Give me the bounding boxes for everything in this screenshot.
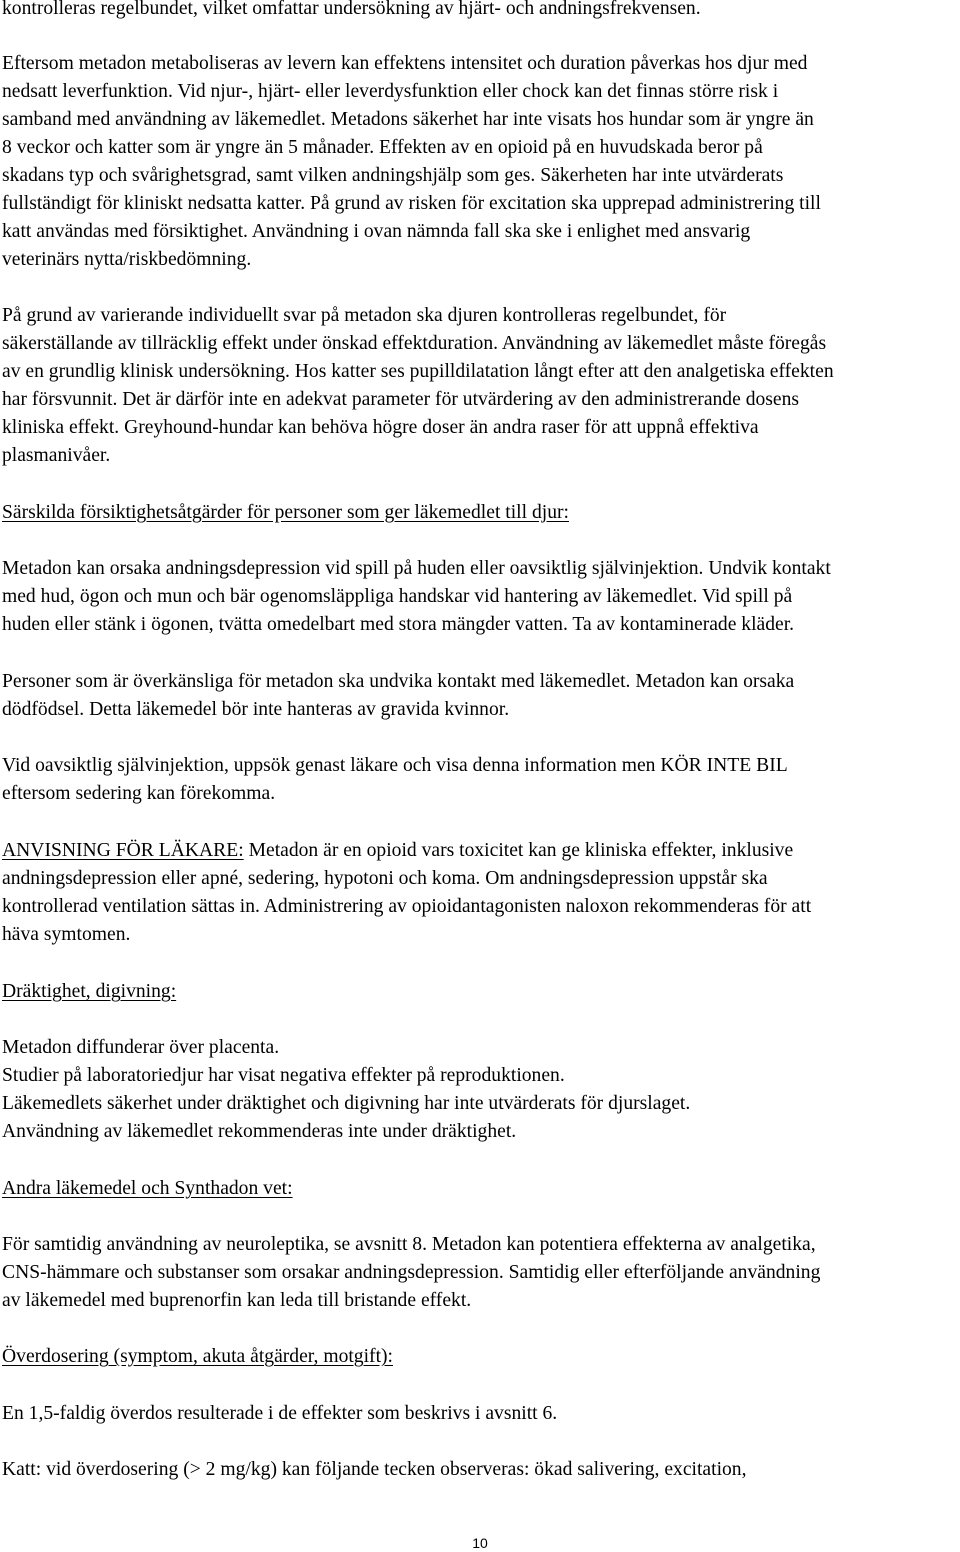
body-text-line: Katt: vid överdosering (> 2 mg/kg) kan följande tecken observeras: ökad salivering, excitation, (2, 1459, 747, 1480)
body-text-line: av läkemedel med buprenorfin kan leda till bristande effekt. (2, 1290, 472, 1311)
body-text-line: av en grundlig klinisk undersökning. Hos katter ses pupilldilatation långt efter att den analgetiska effekten (2, 361, 834, 382)
body-text-line: andningsdepression eller apné, sedering, hypotoni och koma. Om andningsdepression uppstår ska (2, 868, 768, 889)
body-text-line: Användning av läkemedlet rekommenderas inte under dräktighet. (2, 1121, 517, 1142)
body-text-line: dödfödsel. Detta läkemedel bör inte hanteras av gravida kvinnor. (2, 699, 510, 720)
body-text-line: plasmanivåer. (2, 445, 111, 466)
section-heading-pregnancy: Dräktighet, digivning: (2, 981, 177, 1002)
body-text-line: katt användas med försiktighet. Användning i ovan nämnda fall ska ske i enlighet med ansvarig (2, 221, 751, 242)
body-text-line: Studier på laboratoriedjur har visat negativa effekter på reproduktionen. (2, 1065, 565, 1086)
body-text-line: har försvunnit. Det är därför inte en adekvat parameter för utvärdering av den administrerande dosens (2, 389, 800, 410)
body-text-line: 8 veckor och katter som är yngre än 5 månader. Effekten av en opioid på en huvudskada beror på (2, 137, 763, 158)
body-text-line: Läkemedlets säkerhet under dräktighet och digivning har inte utvärderats för djurslaget. (2, 1093, 691, 1114)
body-text-line: För samtidig användning av neuroleptika, se avsnitt 8. Metadon kan potentiera effekterna av analgetika, (2, 1234, 816, 1255)
section-heading-user-precautions: Särskilda försiktighetsåtgärder för personer som ger läkemedlet till djur: (2, 502, 569, 523)
body-text-line: samband med användning av läkemedlet. Metadons säkerhet har inte visats hos hundar som är yngre än (2, 109, 814, 130)
body-text-line: Eftersom metadon metaboliseras av levern kan effektens intensitet och duration påverkas hos djur med (2, 53, 808, 74)
body-text-line: fullständigt för kliniskt nedsatta katter. På grund av risken för excitation ska upprepad administrering till (2, 193, 821, 214)
body-text-line: Vid oavsiktlig självinjektion, uppsök genast läkare och visa denna information men KÖR INTE BIL (2, 755, 788, 776)
body-text-line: veterinärs nytta/riskbedömning. (2, 249, 252, 270)
body-text-line: häva symtomen. (2, 924, 131, 945)
physician-advice-heading: ANVISNING FÖR LÄKARE: (2, 840, 244, 861)
body-text-line: En 1,5-faldig överdos resulterade i de effekter som beskrivs i avsnitt 6. (2, 1403, 558, 1424)
page-number: 10 (472, 1535, 488, 1551)
body-text-line: nedsatt leverfunktion. Vid njur-, hjärt- eller leverdysfunktion eller chock kan det finnas större risk i (2, 81, 779, 102)
body-text-line: säkerställande av tillräcklig effekt under önskad effektduration. Användning av läkemedlet måste föregås (2, 333, 827, 354)
body-text-line: CNS-hämmare och substanser som orsakar andningsdepression. Samtidig eller efterföljande användning (2, 1262, 821, 1283)
body-text-line: Personer som är överkänsliga för metadon ska undvika kontakt med läkemedlet. Metadon kan orsaka (2, 671, 795, 692)
body-text-line: med hud, ögon och mun och bär ogenomsläppliga handskar vid hantering av läkemedlet. Vid spill på (2, 586, 793, 607)
physician-advice-text: Metadon är en opioid vars toxicitet kan ge kliniska effekter, inklusive (243, 840, 794, 861)
body-text-line: På grund av varierande individuellt svar på metadon ska djuren kontrolleras regelbundet, för (2, 305, 727, 326)
body-text-line: kontrollerad ventilation sättas in. Administrering av opioidantagonisten naloxon rekommenderas för att (2, 896, 812, 917)
body-text-line: Metadon kan orsaka andningsdepression vid spill på huden eller oavsiktlig självinjektion. Undvik kontakt (2, 558, 831, 579)
section-heading-interactions: Andra läkemedel och Synthadon vet: (2, 1178, 293, 1199)
body-text-line: kliniska effekt. Greyhound-hundar kan behöva högre doser än andra raser för att uppnå effektiva (2, 417, 759, 438)
body-text-line: skadans typ och svårighetsgrad, samt vilken andningshjälp som ges. Säkerheten har inte utvärderats (2, 165, 784, 186)
body-text-line: eftersom sedering kan förekomma. (2, 783, 276, 804)
section-heading-overdose: Överdosering (symptom, akuta åtgärder, motgift): (2, 1346, 393, 1367)
body-text-line: Metadon diffunderar över placenta. (2, 1037, 280, 1058)
body-text-line: kontrolleras regelbundet, vilket omfattar undersökning av hjärt- och andningsfrekvensen. (2, 0, 701, 19)
body-text-line: huden eller stänk i ögonen, tvätta omedelbart med stora mängder vatten. Ta av kontaminerade kläder. (2, 614, 795, 635)
physician-advice-line (2, 837, 793, 865)
